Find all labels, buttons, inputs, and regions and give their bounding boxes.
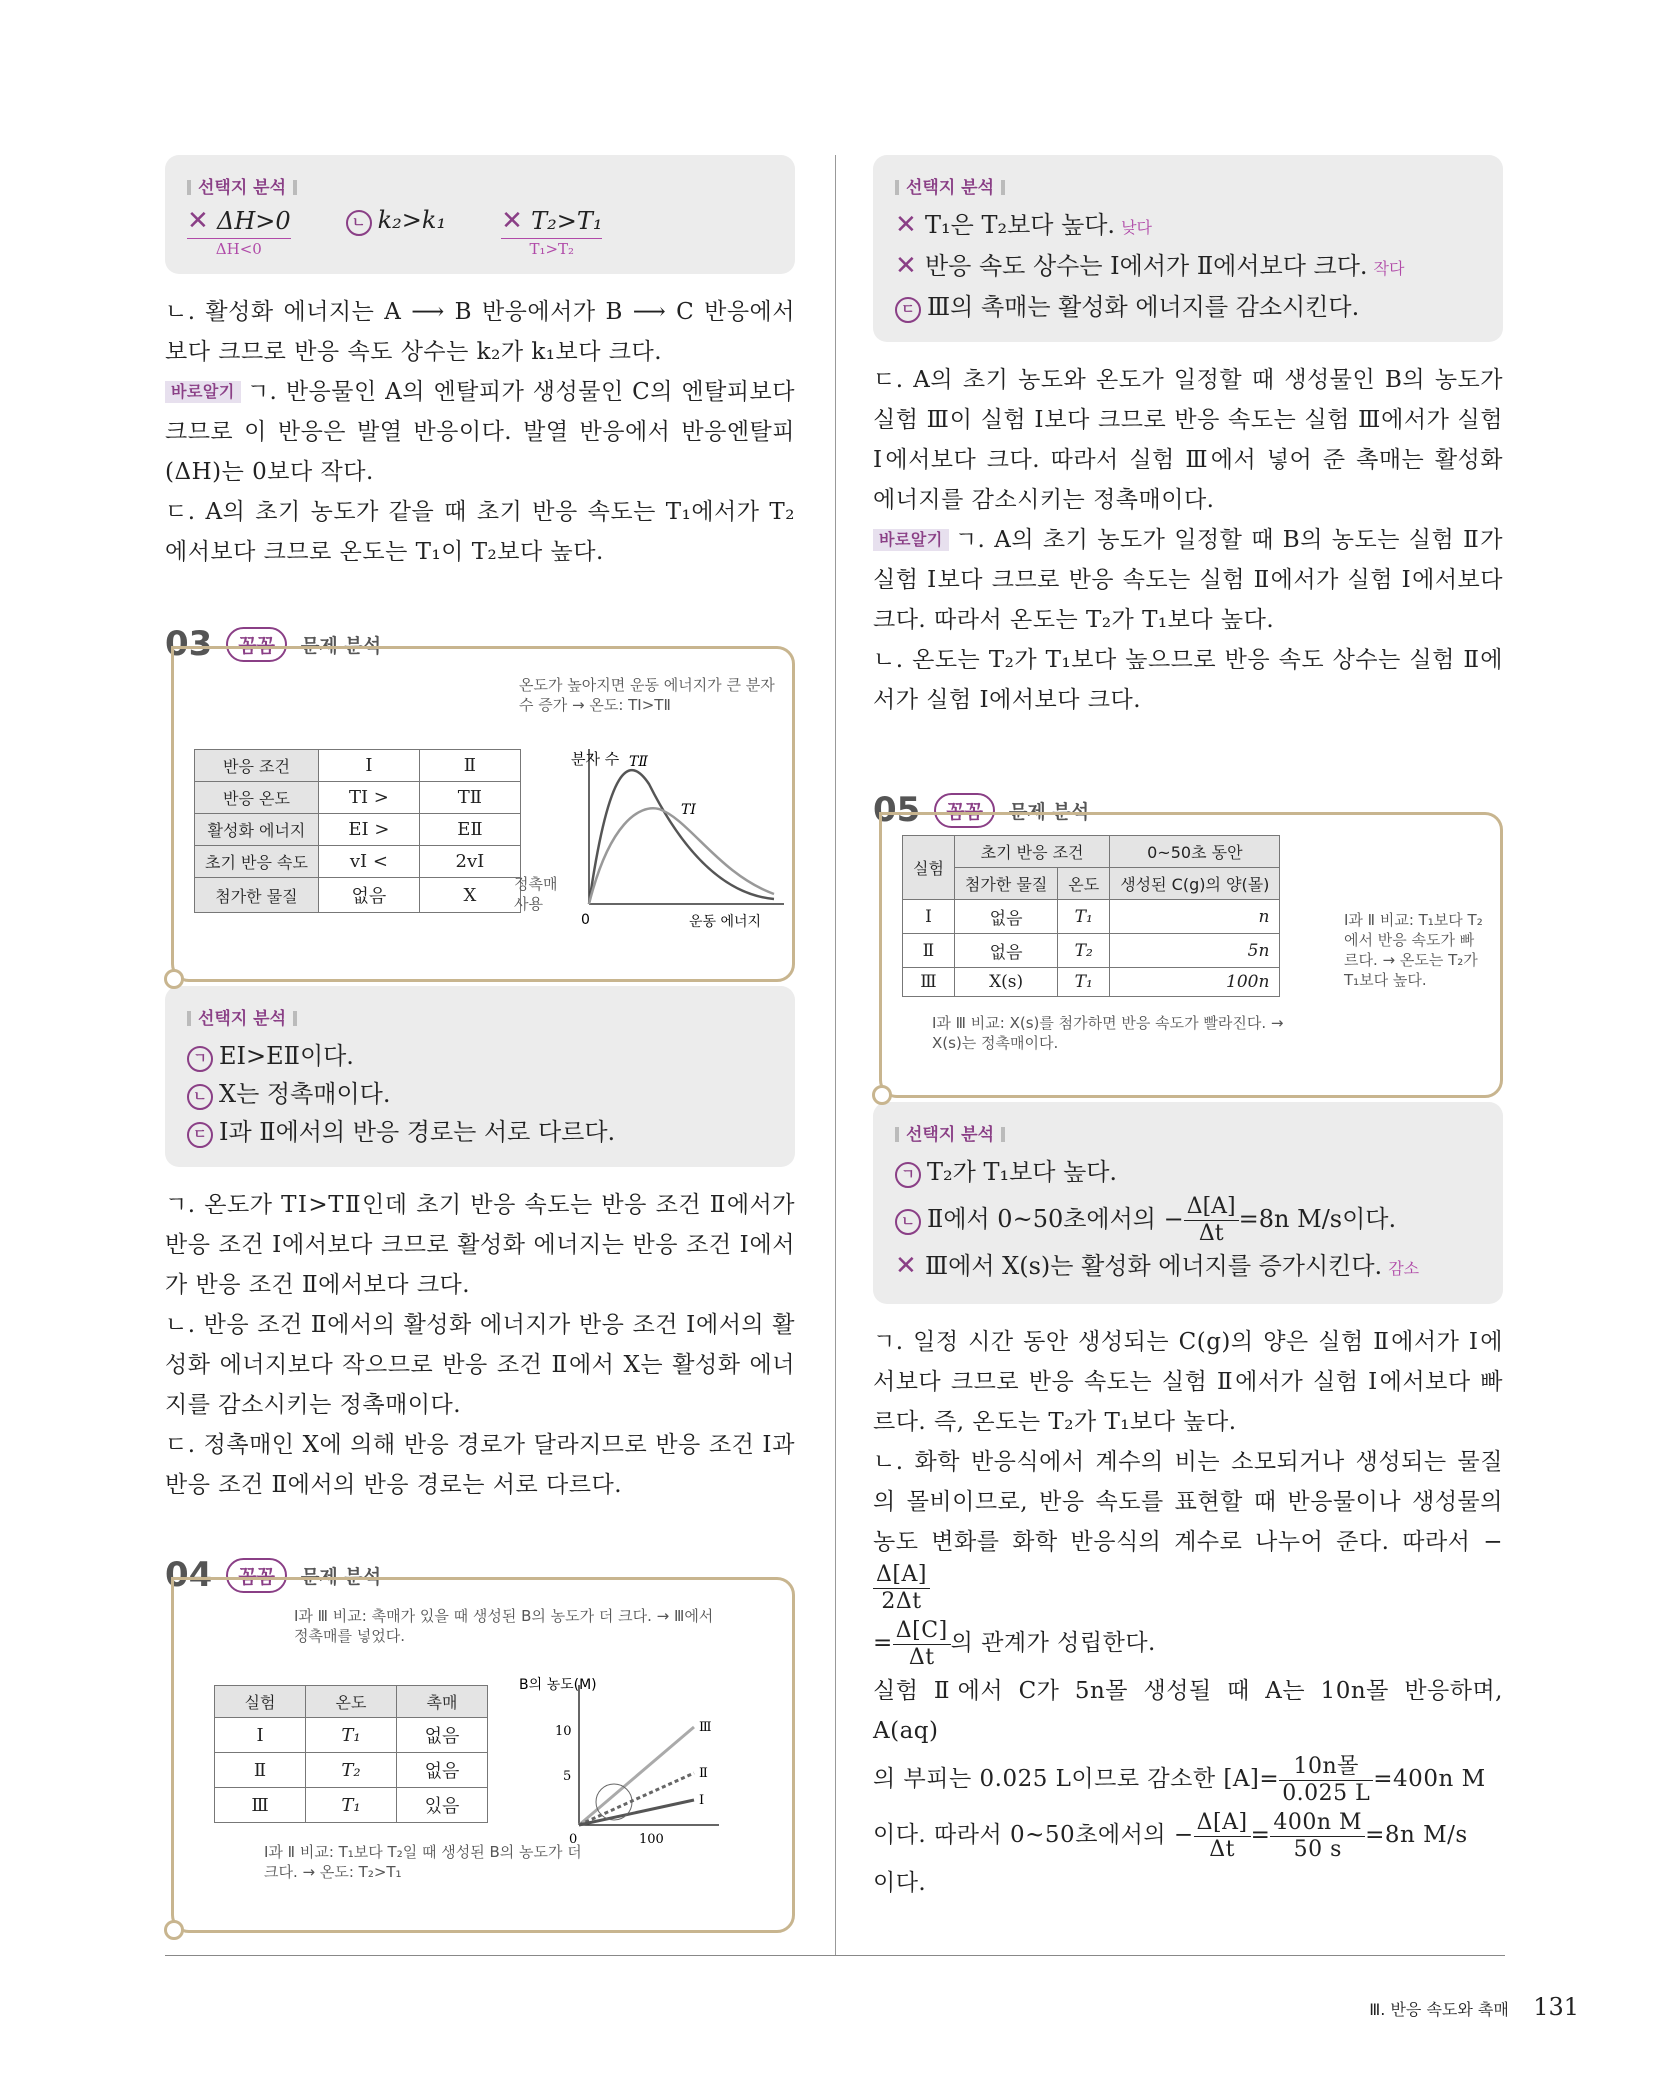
table-cell: EⅠ > [318,814,419,846]
correct-mark-icon: ㄴ [346,210,372,236]
table-cell: TⅡ [419,782,520,814]
kkomkkom-badge: 꼼꼼 [226,627,287,662]
choice-analysis-box-02 [165,155,795,274]
table-cell: 없음 [397,1718,488,1753]
experiment-table [214,1685,488,1823]
fraction-denominator: 2Δt [881,1589,922,1614]
correct-mark-icon: ㄷ [187,1122,213,1148]
paragraph-text: =400n M [1373,1766,1486,1792]
explanation-paragraph: ㄱ. 일정 시간 동안 생성되는 C(g)의 양은 실험 Ⅱ에서가 Ⅰ에서보다 크므로 반응 속도는 실험 Ⅱ에서가 실험 Ⅰ에서보다 빠르다. 즉, 온도는 T₂가 T₁보다 높다. [873,1329,1503,1435]
correct-mark-icon: ㄴ [187,1084,213,1110]
column-divider [835,155,836,1955]
x-axis-label: 운동 에너지 [689,914,762,929]
fraction [1184,1194,1239,1247]
correction-text: T₁>T₂ [501,238,602,258]
box-title: 선택지 분석 [187,173,773,198]
choice-item-1 [895,1153,1481,1191]
correction-paragraph [873,520,1503,640]
x-mark-icon: ✕ [895,251,917,281]
annotation-note: Ⅰ과 Ⅲ 비교: 촉매가 있을 때 생성된 B의 농도가 더 크다. → Ⅲ에서 정촉매를 넣었다. [294,1607,714,1645]
choice-text: =8n M/s이다. [1238,1205,1397,1233]
fraction-denominator: Δt [908,1644,935,1670]
right-column [873,155,1503,1903]
fraction-denominator: 50 s [1293,1836,1342,1862]
fraction-denominator: Δt [1209,1836,1235,1862]
table-row [903,934,1280,968]
origin-label: 0 [569,1832,578,1847]
table-cell: 없음 [954,900,1057,934]
problem-label: 문제 분석 [301,634,382,657]
correct-mark-icon: ㄱ [187,1046,213,1072]
curve-t2 [589,770,774,904]
annotation-note: Ⅰ과 Ⅱ 비교: T₁보다 T₂일 때 생성된 B의 농도가 더 크다. → 온도: T₂>T₁ [264,1843,582,1881]
frame-dot [164,969,184,989]
correction-text: 작다 [1373,259,1405,278]
table-cell: Ⅲ [215,1788,306,1823]
table-cell: vⅠ < [318,846,419,878]
table-cell: Ⅰ [215,1718,306,1753]
curve-t1 [589,808,774,904]
correct-mark-icon: ㄱ [895,1162,921,1188]
paragraph-text: ㄴ. 화학 반응식에서 계수의 비는 소모되거나 생성되는 물질의 몰비이므로, 반응 속도를 표현할 때 반응물이나 생성물의 농도 변화를 화학 반응식의 계수로 나누어 준다. 따라서 − [873,1449,1503,1555]
line-label: Ⅰ [699,1793,705,1808]
side-note: 정촉매 사용 [514,875,558,913]
choice-item-2 [346,206,446,236]
concentration-graph [519,1675,739,1850]
explanation-paragraph: ㄱ. 온도가 TⅠ>TⅡ인데 초기 반응 속도는 반응 조건 Ⅱ에서가 반응 조건 Ⅰ에서보다 크므로 활성화 에너지는 반응 조건 Ⅰ에서가 반응 조건 Ⅱ에서보다 크다. [165,1192,795,1298]
choice-text: ΔH>0 [217,207,291,235]
choice-analysis-box-03 [165,986,795,1167]
table-cell: T₁ [1058,968,1110,997]
choice-item-3 [895,1247,1481,1288]
table-cell: 있음 [397,1788,488,1823]
x-mark-icon: ✕ [895,210,917,240]
choice-item-3 [501,206,602,258]
table-header: 초기 반응 조건 [954,836,1109,868]
x-mark-icon: ✕ [187,206,209,236]
choice-row [187,206,773,258]
fraction-denominator: Δt [1198,1221,1224,1246]
paragraph-text: = [1250,1822,1271,1848]
kkomkkom-badge: 꼼꼼 [934,793,995,828]
table-row [215,1718,488,1753]
table-header: 촉매 [397,1686,488,1718]
table-row [903,968,1280,997]
fraction [873,1562,930,1615]
table-cell: T₂ [1058,934,1110,968]
choice-item-3 [187,1113,773,1151]
explanation-paragraph: ㄷ. A의 초기 농도가 같을 때 초기 반응 속도는 T₁에서가 T₂에서보다 크므로 온도는 T₁이 T₂보다 높다. [165,499,795,565]
choice-item-1 [187,1037,773,1075]
fraction [893,1618,951,1671]
correction-tag: 바로알기 [873,529,949,551]
explanation-paragraph: ㄴ. 활성화 에너지는 A ⟶ B 반응에서가 B ⟶ C 반응에서보다 크므로 반응 속도 상수는 k₂가 k₁보다 크다. [165,299,795,365]
table-cell: 5n [1110,934,1280,968]
explanation-paragraph [873,1751,1503,1807]
problem-frame [171,646,795,982]
energy-distribution-graph [569,744,789,929]
choice-text: Ⅲ의 촉매는 활성화 에너지를 감소시킨다. [927,293,1360,321]
paragraph-text: 의 관계가 성립한다. [950,1630,1156,1656]
fraction-numerator: Δ[C] [893,1618,951,1645]
table-cell: 초기 반응 속도 [195,846,319,878]
page-footer [1369,1993,1579,2021]
line-label: Ⅲ [699,1720,712,1735]
table-cell: Ⅲ [903,968,955,997]
correction-tag: 바로알기 [165,381,241,403]
x-mark-icon: ✕ [895,1251,917,1281]
paragraph-text: = [873,1630,893,1656]
origin-label: 0 [581,912,590,928]
fraction-numerator: Δ[A] [1184,1194,1239,1221]
table-header: 실험 [215,1686,306,1718]
annotation-note: Ⅰ과 Ⅱ 비교: T₁보다 T₂에서 반응 속도가 빠르다. → 온도는 T₂가 T₁보다 높다. [1344,911,1483,989]
choice-analysis-box-05 [873,1102,1503,1304]
table-cell: EⅡ [419,814,520,846]
paragraph-text: =8n M/s [1365,1822,1468,1848]
choice-item-1 [187,206,291,258]
correction-text: ΔH<0 [187,238,291,258]
correct-mark-icon: ㄴ [895,1209,921,1235]
choice-text: 반응 속도 상수는 Ⅰ에서가 Ⅱ에서보다 크다. [925,252,1368,280]
explanation-paragraph: ㄴ. 반응 조건 Ⅱ에서의 활성화 에너지가 반응 조건 Ⅰ에서의 활성화 에너지보다 작으므로 반응 조건 Ⅱ에서 X는 활성화 에너지를 감소시키는 정촉매이다. [165,1312,795,1418]
correction-text: 낮다 [1121,218,1152,237]
problem-05 [873,790,1503,1098]
explanation-paragraph: 이다. [873,1870,927,1896]
explanation-paragraph [873,1807,1503,1863]
table-cell: TⅠ > [318,782,419,814]
table-cell: 없음 [318,878,419,913]
bottom-rule [165,1955,1505,1956]
curve-label: TⅡ [629,754,648,770]
table-cell: 반응 온도 [195,782,319,814]
table-cell: X [419,878,520,913]
fraction [1270,1810,1365,1863]
experiment-table [902,835,1280,997]
fraction-numerator: 10n몰 [1279,1754,1373,1781]
table-header: 온도 [1058,868,1110,900]
problem-number: 04 [165,1555,213,1595]
problem-frame [171,1577,795,1933]
choice-text: X는 정촉매이다. [219,1080,391,1108]
kkomkkom-badge: 꼼꼼 [226,1558,287,1593]
correction-text: 감소 [1388,1259,1420,1278]
problem-number: 03 [165,624,213,664]
table-cell: X(s) [954,968,1057,997]
table-cell: 2vⅠ [419,846,520,878]
annotation-note: Ⅰ과 Ⅲ 비교: X(s)를 첨가하면 반응 속도가 빨라진다. → X(s)는 정촉매이다. [932,1014,1284,1052]
line-label: Ⅱ [699,1766,708,1781]
table-row [215,1788,488,1823]
frame-dot [164,1920,184,1940]
y-axis-label: 분자 수 [571,750,620,768]
choice-text: Ⅲ에서 X(s)는 활성화 에너지를 증가시킨다. [925,1252,1383,1280]
paragraph-text: ㄱ. A의 초기 농도가 일정할 때 B의 농도는 실험 Ⅱ가 실험 Ⅰ보다 크므로 반응 속도는 실험 Ⅱ에서가 실험 Ⅰ에서보다 크다. 따라서 온도는 T₂가 T₁보다 높다. [873,527,1503,633]
y-axis-label: B의 농도(M) [519,1677,597,1693]
problem-label: 문제 분석 [1009,800,1090,823]
table-header: Ⅱ [419,750,520,782]
table-header: Ⅰ [318,750,419,782]
left-column [165,155,795,1933]
choice-item-1 [895,206,1481,247]
choice-text: k₂>k₁ [377,206,447,234]
table-cell: Ⅱ [215,1753,306,1788]
condition-table [194,749,521,913]
table-row [195,878,521,913]
section-title: Ⅲ. 반응 속도와 촉매 [1369,2000,1509,2019]
table-header: 반응 조건 [195,750,319,782]
choice-item-2 [895,1191,1481,1247]
choice-text: Ⅰ과 Ⅱ에서의 반응 경로는 서로 다르다. [219,1118,616,1146]
table-cell: n [1110,900,1280,934]
choice-item-3 [895,288,1481,326]
table-cell: 없음 [954,934,1057,968]
table-header: 첨가한 물질 [954,868,1057,900]
explanation-paragraph: ㄷ. 정촉매인 X에 의해 반응 경로가 달라지므로 반응 조건 Ⅰ과 반응 조건 Ⅱ에서의 반응 경로는 서로 다르다. [165,1432,795,1498]
table-cell: Ⅱ [903,934,955,968]
choice-item-2 [187,1075,773,1113]
problem-number: 05 [873,790,921,830]
table-row [195,846,521,878]
choice-text: T₂>T₁ [531,207,603,235]
table-cell: 활성화 에너지 [195,814,319,846]
choice-analysis-box-04 [873,155,1503,342]
table-cell: 첨가한 물질 [195,878,319,913]
table-cell: 없음 [397,1753,488,1788]
fraction [1279,1754,1373,1807]
table-cell: 100n [1110,968,1280,997]
problem-frame [879,812,1503,1098]
table-header: 0~50초 동안 [1110,836,1280,868]
choice-text: T₁은 T₂보다 높다. [925,211,1116,239]
table-cell: T₁ [306,1718,397,1753]
table-cell: T₁ [1058,900,1110,934]
correct-mark-icon: ㄷ [895,297,921,323]
table-row [903,900,1280,934]
paragraph-text: ㄱ. 반응물인 A의 엔탈피가 생성물인 C의 엔탈피보다 크므로 이 반응은 발열 반응이다. 발열 반응에서 반응엔탈피(ΔH)는 0보다 작다. [165,379,795,485]
tick-label: 100 [639,1832,664,1847]
choice-item-2 [895,247,1481,288]
table-header: 온도 [306,1686,397,1718]
annotation-note: 온도가 높아지면 운동 에너지가 큰 분자 수 증가 → 온도: TⅠ>TⅡ [519,676,775,714]
fraction-denominator: 0.025 L [1282,1780,1371,1806]
line-III [579,1727,694,1825]
table-row [195,782,521,814]
paragraph-text: 이다. 따라서 0~50초에서의 − [873,1822,1194,1848]
paragraph-text: 의 부피는 0.025 L이므로 감소한 [A]= [873,1766,1280,1792]
table-cell: T₁ [306,1788,397,1823]
explanation-paragraph [873,1442,1503,1615]
box-title: 선택지 분석 [895,1120,1481,1145]
problem-04 [165,1555,795,1933]
table-row [215,1753,488,1788]
tick-label: 5 [563,1769,572,1784]
choice-text: T₂가 T₁보다 높다. [927,1158,1118,1186]
box-title: 선택지 분석 [895,173,1481,198]
problem-03 [165,624,795,982]
table-cell: Ⅰ [903,900,955,934]
explanation-paragraph: ㄷ. A의 초기 농도와 온도가 일정할 때 생성물인 B의 농도가 실험 Ⅲ이 실험 Ⅰ보다 크므로 반응 속도는 실험 Ⅲ에서가 실험 Ⅰ에서보다 크다. 따라서 실험 Ⅲ에서 넣어 준 촉매는 활성화 에너지를 감소시키는 정촉매이다. [873,367,1503,513]
box-title: 선택지 분석 [187,1004,773,1029]
explanation-paragraph: ㄴ. 온도는 T₂가 T₁보다 높으므로 반응 속도 상수는 실험 Ⅱ에서가 실험 Ⅰ에서보다 크다. [873,647,1503,713]
fraction-numerator: Δ[A] [1194,1810,1251,1837]
problem-label: 문제 분석 [301,1565,382,1588]
table-header: 실험 [903,836,955,900]
explanation-paragraph [873,1615,1503,1671]
explanation-paragraph: 실험 Ⅱ에서 C가 5n몰 생성될 때 A는 10n몰 반응하며, A(aq) [873,1678,1503,1744]
page-number: 131 [1533,1993,1579,2021]
correction-paragraph [165,372,795,492]
fraction [1194,1810,1251,1863]
curve-label: TⅠ [681,802,696,818]
table-row [195,814,521,846]
tick-label: 10 [555,1724,572,1739]
fraction-numerator: Δ[A] [873,1562,930,1589]
frame-dot [872,1085,892,1105]
x-mark-icon: ✕ [501,206,523,236]
table-header: 생성된 C(g)의 양(몰) [1110,868,1280,900]
table-cell: T₂ [306,1753,397,1788]
choice-text: EⅠ>EⅡ이다. [219,1042,354,1070]
choice-text: Ⅱ에서 0~50초에서의 − [927,1205,1184,1233]
fraction-numerator: 400n M [1270,1810,1365,1837]
